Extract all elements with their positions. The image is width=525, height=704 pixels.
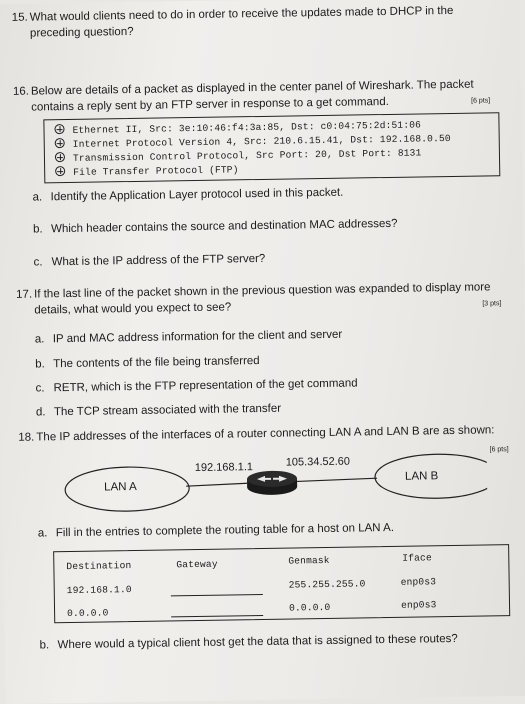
q17-option-c-text: RETR, which is the FTP representation of the get command [53,377,358,395]
q18-number: 18. [18,431,35,444]
header-gateway: Gateway [176,558,218,571]
packet-line-ip: Internet Protocol Version 4, Src: 210.6.15.41, Dst: 192.168.0.50 [55,133,451,150]
q15-number: 15. [11,11,28,24]
expand-icon [55,139,65,149]
header-iface: Iface [402,552,432,564]
link-left [186,483,247,486]
q16-part-b-label: b. [32,223,43,236]
row1-iface: enp0s3 [400,576,437,588]
q16-part-a-label: a. [32,191,43,204]
link-right [297,478,377,481]
q16-part-c-label: c. [33,256,43,269]
packet-line-ftp: File Transfer Protocol (FTP) [55,164,239,178]
packet-line-ethernet: Ethernet II, Src: 3e:10:46:f4:3a:85, Dst: c0:04:75:2d:51:06 [54,119,421,136]
routing-table [53,544,510,623]
header-destination: Destination [66,560,132,573]
q17-option-a-text: IP and MAC address information for the client and server [52,328,343,346]
q17-number: 17. [16,288,33,301]
row2-destination: 0.0.0.0 [67,607,109,620]
q16-line1: Below are details of a packet as displayed in the center panel of Wireshark. The packet [30,78,474,98]
router-ip-left: 192.168.1.1 [194,461,254,475]
expand-icon [54,125,64,135]
packet-details-box [43,112,500,183]
q15-line2: preceding question? [29,25,134,40]
header-genmask: Genmask [288,554,330,567]
router-icon [247,470,297,495]
q18-part-a-label: a. [37,527,48,540]
q17-option-b-text: The contents of the file being transferred [53,355,260,371]
q17-option-d-text: The TCP stream associated with the transfer [53,402,282,419]
q16-points: [6 pts] [471,97,491,105]
row2-gateway-blank[interactable] [171,615,263,617]
q17-points: [3 pts] [482,300,502,308]
q18-part-b-label: b. [39,639,50,652]
row1-gateway-blank[interactable] [171,594,263,596]
row2-genmask: 0.0.0.0 [288,601,331,614]
q16-part-a-text: Identify the Application Layer protocol used in this packet. [50,186,344,204]
q18-part-b-text: Where would a typical client host get the data that is assigned to these routes? [57,632,458,652]
router-ip-right: 105.34.52.60 [285,455,351,469]
q16-part-b-text: Which header contains the source and destination MAC addresses? [50,217,398,236]
row1-genmask: 255.255.255.0 [288,578,366,591]
lan-b-label: LAN B [404,470,439,483]
q17-line2: details, what would you expect to see? [34,301,232,317]
q17-option-b-label: b. [35,358,45,371]
q18-part-a-text: Fill in the entries to complete the routing table for a host on LAN A. [55,521,395,540]
row2-iface: enp0s3 [400,599,437,611]
lan-a-label: LAN A [104,480,137,494]
q16-number: 16. [12,85,30,98]
q17-option-d-label: d. [35,406,46,419]
q16-part-c-text: What is the IP address of the FTP server? [51,252,266,269]
q17-option-a-label: a. [34,333,45,346]
q17-line1: If the last line of the packet shown in the previous question was expanded to display more [34,281,491,301]
q15-line1: What would clients need to do in order to receive the updates made to DHCP in the [29,4,454,24]
q16-line2: contains a reply sent by an FTP server in response to a get command. [31,95,389,114]
packet-line-tcp: Transmission Control Protocol, Src Port: 20, Dst Port: 8131 [55,147,422,164]
q17-option-c-label: c. [35,382,45,395]
expand-icon [55,167,65,177]
q18-line1: The IP addresses of the interfaces of a router connecting LAN A and LAN B are as shown: [36,424,495,444]
row1-destination: 192.168.1.0 [66,584,132,597]
q18-points: [6 pts] [489,446,509,454]
expand-icon [55,153,65,163]
